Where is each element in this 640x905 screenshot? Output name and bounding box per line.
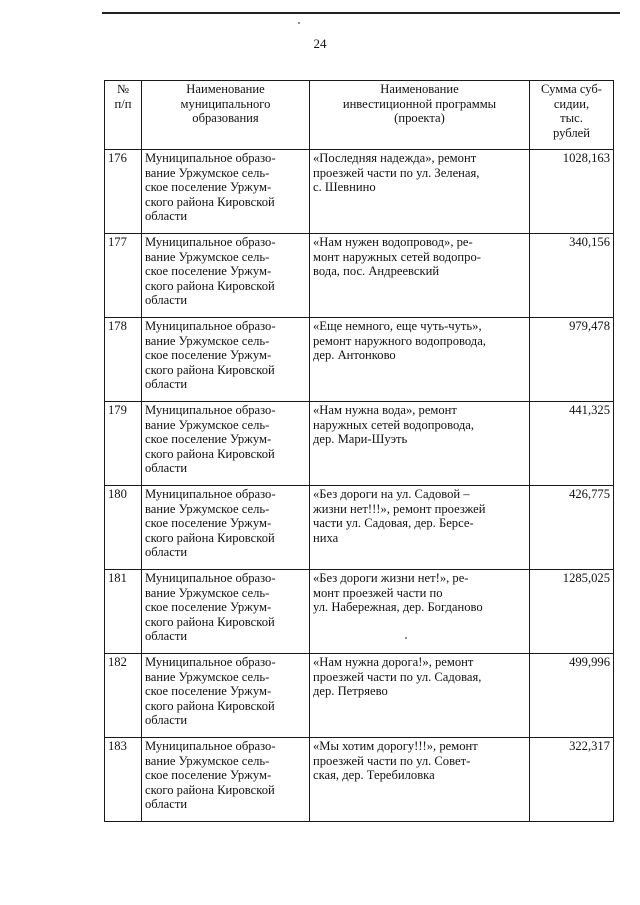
header-num: № п/п	[105, 81, 142, 150]
page-number: 24	[313, 36, 327, 51]
row-program: «Нам нужен водопровод», ре- монт наружных сетей водопро- вода, пос. Андреевский	[310, 234, 530, 318]
row-program: «Нам нужна вода», ремонт наружных сетей водопровода, дер. Мари-Шуэть	[310, 402, 530, 486]
row-sum: 1285,025	[530, 570, 614, 654]
row-num: 177	[105, 234, 142, 318]
table-header-row	[105, 81, 614, 150]
table-row	[105, 402, 614, 486]
row-num: 180	[105, 486, 142, 570]
row-sum: 979,478	[530, 318, 614, 402]
header-program: Наименование инвестиционной программы (проекта)	[310, 81, 530, 150]
table-row	[105, 738, 614, 822]
subsidy-table	[104, 80, 614, 822]
row-sum: 340,156	[530, 234, 614, 318]
row-municipality: Муниципальное образо- вание Уржумское сель- ское поселение Уржум- ского района Кировской области	[142, 318, 310, 402]
row-program: «Мы хотим дорогу!!!», ремонт проезжей части по ул. Совет- ская, дер. Теребиловка	[310, 738, 530, 822]
row-sum: 426,775	[530, 486, 614, 570]
row-municipality: Муниципальное образо- вание Уржумское сель- ское поселение Уржум- ского района Кировской области	[142, 486, 310, 570]
row-num: 179	[105, 402, 142, 486]
row-sum: 1028,163	[530, 150, 614, 234]
row-num: 181	[105, 570, 142, 654]
header-sum: Сумма суб- сидии, тыс. рублей	[530, 81, 614, 150]
row-sum: 441,325	[530, 402, 614, 486]
row-program: «Еще немного, еще чуть-чуть», ремонт наружного водопровода, дер. Антонково	[310, 318, 530, 402]
row-municipality: Муниципальное образо- вание Уржумское сель- ское поселение Уржум- ского района Кировской области	[142, 402, 310, 486]
row-num: 176	[105, 150, 142, 234]
header-municipality: Наименование муниципального образования	[142, 81, 310, 150]
row-municipality: Муниципальное образо- вание Уржумское сель- ское поселение Уржум- ского района Кировской области	[142, 738, 310, 822]
table-row	[105, 654, 614, 738]
row-municipality: Муниципальное образо- вание Уржумское сель- ское поселение Уржум- ского района Кировской области	[142, 654, 310, 738]
table-row	[105, 318, 614, 402]
row-program: «Последняя надежда», ремонт проезжей части по ул. Зеленая, с. Шевнино	[310, 150, 530, 234]
row-sum: 499,996	[530, 654, 614, 738]
top-rule	[102, 12, 620, 14]
row-municipality: Муниципальное образо- вание Уржумское сель- ское поселение Уржум- ского района Кировской области	[142, 150, 310, 234]
row-municipality: Муниципальное образо- вание Уржумское сель- ское поселение Уржум- ского района Кировской области	[142, 570, 310, 654]
row-sum: 322,317	[530, 738, 614, 822]
row-num: 182	[105, 654, 142, 738]
scan-speck	[405, 637, 407, 639]
table-row	[105, 150, 614, 234]
row-municipality: Муниципальное образо- вание Уржумское сель- ское поселение Уржум- ского района Кировской области	[142, 234, 310, 318]
table-row	[105, 234, 614, 318]
row-num: 183	[105, 738, 142, 822]
row-program: «Без дороги жизни нет!», ре- монт проезжей части по ул. Набережная, дер. Богданово	[310, 570, 530, 654]
row-num: 178	[105, 318, 142, 402]
row-program: «Без дороги на ул. Садовой – жизни нет!!!», ремонт проезжей части ул. Садовая, дер. Берсе- ниха	[310, 486, 530, 570]
table-row	[105, 570, 614, 654]
table-row	[105, 486, 614, 570]
scan-speck	[298, 22, 300, 24]
row-program: «Нам нужна дорога!», ремонт проезжей части по ул. Садовая, дер. Петряево	[310, 654, 530, 738]
